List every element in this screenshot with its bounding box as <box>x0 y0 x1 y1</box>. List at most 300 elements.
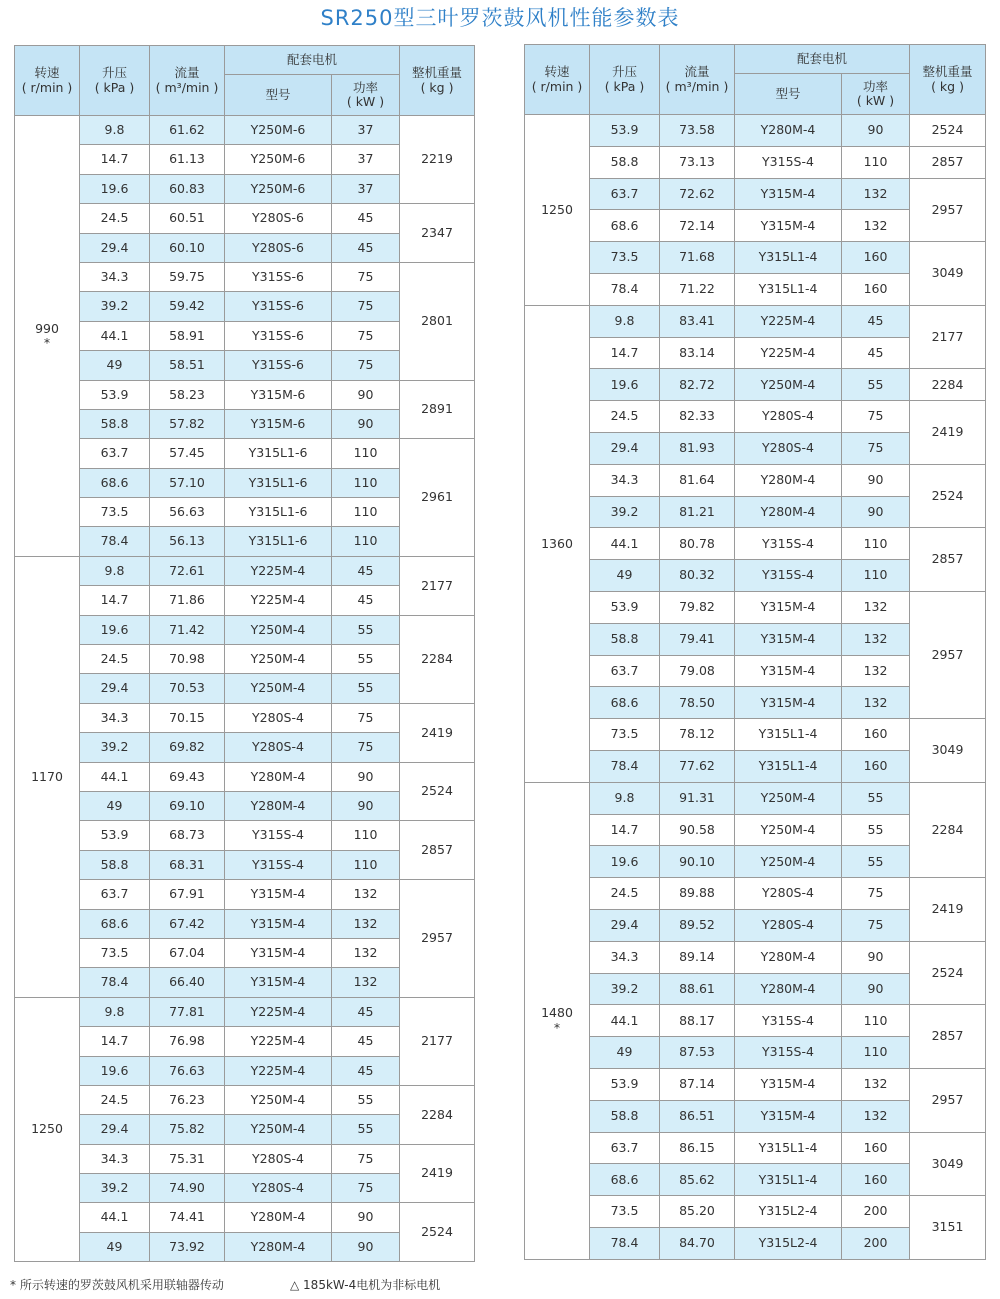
flow-cell: 60.10 <box>150 233 225 262</box>
flow-cell: 71.86 <box>150 586 225 615</box>
power-cell: 132 <box>842 178 910 210</box>
model-cell: Y315S-4 <box>735 560 842 592</box>
power-cell: 110 <box>332 527 400 556</box>
pressure-cell: 73.5 <box>80 938 150 967</box>
flow-cell: 61.62 <box>150 116 225 145</box>
model-cell: Y280M-4 <box>735 464 842 496</box>
flow-cell: 79.08 <box>660 655 735 687</box>
model-cell: Y315M-4 <box>225 968 332 997</box>
power-cell: 37 <box>332 145 400 174</box>
power-cell: 110 <box>332 498 400 527</box>
table-row <box>525 1196 986 1228</box>
power-cell: 132 <box>332 938 400 967</box>
pressure-cell: 24.5 <box>590 878 660 910</box>
model-cell: Y315S-4 <box>225 850 332 879</box>
model-cell: Y250M-6 <box>225 174 332 203</box>
power-cell: 132 <box>842 210 910 242</box>
pressure-cell: 78.4 <box>590 750 660 782</box>
power-cell: 55 <box>842 846 910 878</box>
power-cell: 45 <box>332 586 400 615</box>
table-row <box>525 464 986 496</box>
pressure-cell: 19.6 <box>590 846 660 878</box>
pressure-cell: 53.9 <box>590 1068 660 1100</box>
pressure-cell: 39.2 <box>590 496 660 528</box>
flow-cell: 77.81 <box>150 997 225 1026</box>
flow-cell: 89.52 <box>660 909 735 941</box>
weight-cell: 2857 <box>910 1005 986 1069</box>
flow-cell: 58.91 <box>150 321 225 350</box>
power-cell: 110 <box>332 850 400 879</box>
pressure-cell: 29.4 <box>590 432 660 464</box>
table-row <box>15 880 475 909</box>
pressure-cell: 24.5 <box>80 645 150 674</box>
model-cell: Y315L1-4 <box>735 242 842 274</box>
flow-cell: 81.64 <box>660 464 735 496</box>
flow-cell: 77.62 <box>660 750 735 782</box>
weight-cell: 2524 <box>910 115 986 147</box>
power-cell: 200 <box>842 1227 910 1259</box>
flow-cell: 76.98 <box>150 1027 225 1056</box>
weight-cell: 2419 <box>400 1144 475 1203</box>
model-cell: Y315L1-4 <box>735 1164 842 1196</box>
model-cell: Y315L2-4 <box>735 1227 842 1259</box>
weight-cell: 2857 <box>910 146 986 178</box>
flow-cell: 57.10 <box>150 468 225 497</box>
pressure-cell: 78.4 <box>80 527 150 556</box>
flow-cell: 69.43 <box>150 762 225 791</box>
model-cell: Y315S-4 <box>735 146 842 178</box>
speed-cell: 1170 <box>15 556 80 997</box>
weight-cell: 3049 <box>910 1132 986 1196</box>
model-cell: Y315M-4 <box>735 210 842 242</box>
power-cell: 90 <box>332 1232 400 1261</box>
model-cell: Y315S-6 <box>225 351 332 380</box>
model-cell: Y250M-4 <box>735 846 842 878</box>
flow-cell: 81.21 <box>660 496 735 528</box>
power-cell: 45 <box>332 204 400 233</box>
power-cell: 132 <box>332 880 400 909</box>
power-cell: 55 <box>842 369 910 401</box>
flow-cell: 68.73 <box>150 821 225 850</box>
model-cell: Y280S-4 <box>735 401 842 433</box>
weight-cell: 2957 <box>910 178 986 242</box>
flow-cell: 90.58 <box>660 814 735 846</box>
pressure-cell: 39.2 <box>80 292 150 321</box>
header-motor: 配套电机 <box>735 45 910 74</box>
flow-cell: 72.61 <box>150 556 225 585</box>
flow-cell: 57.82 <box>150 409 225 438</box>
pressure-cell: 49 <box>590 1037 660 1069</box>
power-cell: 75 <box>842 878 910 910</box>
flow-cell: 68.31 <box>150 850 225 879</box>
model-cell: Y315L1-6 <box>225 439 332 468</box>
pressure-cell: 9.8 <box>590 305 660 337</box>
model-cell: Y315S-4 <box>735 1005 842 1037</box>
weight-cell: 2957 <box>910 591 986 718</box>
table-row <box>15 204 475 233</box>
pressure-cell: 68.6 <box>590 1164 660 1196</box>
header-speed: 转速 ( r/min ) <box>15 46 80 116</box>
pressure-cell: 49 <box>80 1232 150 1261</box>
table-row <box>525 719 986 751</box>
flow-cell: 78.50 <box>660 687 735 719</box>
flow-cell: 80.78 <box>660 528 735 560</box>
flow-cell: 82.72 <box>660 369 735 401</box>
table-row <box>525 782 986 814</box>
flow-cell: 73.92 <box>150 1232 225 1261</box>
model-cell: Y250M-4 <box>225 615 332 644</box>
model-cell: Y225M-4 <box>225 1056 332 1085</box>
power-cell: 75 <box>332 321 400 350</box>
pressure-cell: 68.6 <box>590 687 660 719</box>
weight-cell: 2957 <box>910 1068 986 1132</box>
flow-cell: 67.42 <box>150 909 225 938</box>
header-weight: 整机重量 ( kg ) <box>400 46 475 116</box>
pressure-cell: 44.1 <box>80 1203 150 1232</box>
pressure-cell: 49 <box>590 560 660 592</box>
pressure-cell: 24.5 <box>80 1085 150 1114</box>
flow-cell: 87.53 <box>660 1037 735 1069</box>
power-cell: 75 <box>332 1144 400 1173</box>
weight-cell: 2857 <box>400 821 475 880</box>
power-cell: 110 <box>332 821 400 850</box>
power-cell: 160 <box>842 273 910 305</box>
pressure-cell: 63.7 <box>590 655 660 687</box>
flow-cell: 86.15 <box>660 1132 735 1164</box>
model-cell: Y280M-4 <box>735 115 842 147</box>
power-cell: 55 <box>332 645 400 674</box>
power-cell: 90 <box>332 762 400 791</box>
pressure-cell: 68.6 <box>590 210 660 242</box>
power-cell: 75 <box>332 733 400 762</box>
pressure-cell: 34.3 <box>590 464 660 496</box>
model-cell: Y280M-4 <box>225 791 332 820</box>
flow-cell: 89.14 <box>660 941 735 973</box>
header-speed: 转速 ( r/min ) <box>525 45 590 115</box>
table-row <box>15 762 475 791</box>
header-power: 功率 ( kW ) <box>332 75 400 116</box>
flow-cell: 85.62 <box>660 1164 735 1196</box>
pressure-cell: 34.3 <box>80 262 150 291</box>
header-power: 功率 ( kW ) <box>842 74 910 115</box>
header-flow: 流量 ( m³/min ) <box>150 46 225 116</box>
power-cell: 110 <box>332 468 400 497</box>
model-cell: Y280S-6 <box>225 233 332 262</box>
weight-cell: 2419 <box>910 401 986 465</box>
power-cell: 200 <box>842 1196 910 1228</box>
header-model: 型号 <box>735 74 842 115</box>
flow-cell: 59.75 <box>150 262 225 291</box>
model-cell: Y315M-4 <box>735 655 842 687</box>
pressure-cell: 14.7 <box>80 586 150 615</box>
flow-cell: 56.63 <box>150 498 225 527</box>
table-row <box>15 821 475 850</box>
power-cell: 75 <box>332 292 400 321</box>
model-cell: Y225M-4 <box>225 586 332 615</box>
flow-cell: 76.63 <box>150 1056 225 1085</box>
model-cell: Y250M-6 <box>225 116 332 145</box>
pressure-cell: 58.8 <box>590 623 660 655</box>
power-cell: 160 <box>842 242 910 274</box>
pressure-cell: 68.6 <box>80 909 150 938</box>
power-cell: 160 <box>842 1164 910 1196</box>
table-row <box>525 115 986 147</box>
table-row <box>525 528 986 560</box>
flow-cell: 69.10 <box>150 791 225 820</box>
power-cell: 132 <box>842 591 910 623</box>
flow-cell: 71.68 <box>660 242 735 274</box>
table-row <box>525 1068 986 1100</box>
flow-cell: 71.42 <box>150 615 225 644</box>
model-cell: Y315L2-4 <box>735 1196 842 1228</box>
table-row <box>15 556 475 585</box>
power-cell: 110 <box>842 1037 910 1069</box>
header-model: 型号 <box>225 75 332 116</box>
power-cell: 90 <box>332 1203 400 1232</box>
table-row <box>525 941 986 973</box>
pressure-cell: 9.8 <box>80 556 150 585</box>
flow-cell: 61.13 <box>150 145 225 174</box>
flow-cell: 58.51 <box>150 351 225 380</box>
model-cell: Y250M-4 <box>225 674 332 703</box>
model-cell: Y225M-4 <box>225 997 332 1026</box>
model-cell: Y315S-4 <box>735 1037 842 1069</box>
pressure-cell: 58.8 <box>590 146 660 178</box>
power-cell: 110 <box>332 439 400 468</box>
pressure-cell: 39.2 <box>80 1174 150 1203</box>
pressure-cell: 73.5 <box>80 498 150 527</box>
model-cell: Y315S-4 <box>735 528 842 560</box>
flow-cell: 81.93 <box>660 432 735 464</box>
table-row <box>525 1132 986 1164</box>
pressure-cell: 39.2 <box>80 733 150 762</box>
flow-cell: 76.23 <box>150 1085 225 1114</box>
flow-cell: 71.22 <box>660 273 735 305</box>
table-row <box>15 997 475 1026</box>
power-cell: 55 <box>332 615 400 644</box>
flow-cell: 72.62 <box>660 178 735 210</box>
flow-cell: 70.53 <box>150 674 225 703</box>
pressure-cell: 58.8 <box>80 850 150 879</box>
speed-cell: 990 * <box>15 116 80 557</box>
power-cell: 90 <box>842 464 910 496</box>
flow-cell: 88.61 <box>660 973 735 1005</box>
weight-cell: 2177 <box>400 556 475 615</box>
model-cell: Y280S-4 <box>225 733 332 762</box>
model-cell: Y315M-6 <box>225 380 332 409</box>
power-cell: 90 <box>842 941 910 973</box>
pressure-cell: 73.5 <box>590 242 660 274</box>
model-cell: Y315L1-4 <box>735 750 842 782</box>
model-cell: Y225M-4 <box>225 1027 332 1056</box>
flow-cell: 82.33 <box>660 401 735 433</box>
model-cell: Y280M-4 <box>735 941 842 973</box>
power-cell: 160 <box>842 750 910 782</box>
model-cell: Y315L1-6 <box>225 498 332 527</box>
flow-cell: 74.41 <box>150 1203 225 1232</box>
flow-cell: 73.13 <box>660 146 735 178</box>
performance-table-left <box>14 45 475 1262</box>
weight-cell: 2219 <box>400 116 475 204</box>
flow-cell: 78.12 <box>660 719 735 751</box>
flow-cell: 70.98 <box>150 645 225 674</box>
weight-cell: 2177 <box>400 997 475 1085</box>
power-cell: 55 <box>332 674 400 703</box>
performance-table-right <box>524 44 986 1260</box>
header-pressure: 升压 ( kPa ) <box>590 45 660 115</box>
pressure-cell: 19.6 <box>80 615 150 644</box>
pressure-cell: 9.8 <box>590 782 660 814</box>
flow-cell: 59.42 <box>150 292 225 321</box>
flow-cell: 88.17 <box>660 1005 735 1037</box>
table-row <box>15 1203 475 1232</box>
weight-cell: 2284 <box>400 615 475 703</box>
weight-cell: 2524 <box>910 941 986 1005</box>
power-cell: 110 <box>842 560 910 592</box>
model-cell: Y225M-4 <box>225 556 332 585</box>
model-cell: Y250M-4 <box>225 1085 332 1114</box>
model-cell: Y315L1-6 <box>225 527 332 556</box>
model-cell: Y280M-4 <box>735 496 842 528</box>
table-row <box>15 116 475 145</box>
table-row <box>525 1005 986 1037</box>
flow-cell: 80.32 <box>660 560 735 592</box>
model-cell: Y225M-4 <box>735 337 842 369</box>
model-cell: Y280S-4 <box>735 909 842 941</box>
model-cell: Y315M-4 <box>735 1100 842 1132</box>
weight-cell: 2419 <box>910 878 986 942</box>
pressure-cell: 34.3 <box>80 1144 150 1173</box>
flow-cell: 87.14 <box>660 1068 735 1100</box>
pressure-cell: 73.5 <box>590 1196 660 1228</box>
power-cell: 160 <box>842 1132 910 1164</box>
model-cell: Y250M-4 <box>735 814 842 846</box>
table-row <box>525 242 986 274</box>
weight-cell: 2957 <box>400 880 475 998</box>
pressure-cell: 44.1 <box>590 528 660 560</box>
speed-cell: 1480 * <box>525 782 590 1259</box>
power-cell: 132 <box>332 909 400 938</box>
power-cell: 75 <box>332 703 400 732</box>
pressure-cell: 73.5 <box>590 719 660 751</box>
flow-cell: 67.91 <box>150 880 225 909</box>
pressure-cell: 29.4 <box>590 909 660 941</box>
pressure-cell: 53.9 <box>590 115 660 147</box>
pressure-cell: 29.4 <box>80 1115 150 1144</box>
power-cell: 75 <box>842 401 910 433</box>
weight-cell: 2891 <box>400 380 475 439</box>
power-cell: 55 <box>332 1085 400 1114</box>
pressure-cell: 44.1 <box>80 762 150 791</box>
weight-cell: 3049 <box>910 242 986 306</box>
weight-cell: 2857 <box>910 528 986 592</box>
pressure-cell: 9.8 <box>80 997 150 1026</box>
pressure-cell: 58.8 <box>80 409 150 438</box>
model-cell: Y315M-4 <box>225 938 332 967</box>
power-cell: 90 <box>842 115 910 147</box>
model-cell: Y315S-4 <box>225 821 332 850</box>
weight-cell: 2347 <box>400 204 475 263</box>
model-cell: Y315M-4 <box>735 1068 842 1100</box>
speed-cell: 1250 <box>525 115 590 306</box>
power-cell: 132 <box>332 968 400 997</box>
header-weight: 整机重量 ( kg ) <box>910 45 986 115</box>
model-cell: Y280M-4 <box>225 1203 332 1232</box>
model-cell: Y280S-4 <box>225 703 332 732</box>
power-cell: 45 <box>332 997 400 1026</box>
flow-cell: 60.83 <box>150 174 225 203</box>
table-row <box>15 262 475 291</box>
pressure-cell: 53.9 <box>80 821 150 850</box>
power-cell: 132 <box>842 623 910 655</box>
flow-cell: 72.14 <box>660 210 735 242</box>
flow-cell: 79.41 <box>660 623 735 655</box>
flow-cell: 73.58 <box>660 115 735 147</box>
pressure-cell: 63.7 <box>590 1132 660 1164</box>
power-cell: 110 <box>842 528 910 560</box>
flow-cell: 91.31 <box>660 782 735 814</box>
power-cell: 132 <box>842 1068 910 1100</box>
pressure-cell: 19.6 <box>80 174 150 203</box>
pressure-cell: 29.4 <box>80 233 150 262</box>
pressure-cell: 68.6 <box>80 468 150 497</box>
model-cell: Y280S-4 <box>735 432 842 464</box>
model-cell: Y315L1-4 <box>735 1132 842 1164</box>
power-cell: 45 <box>842 337 910 369</box>
model-cell: Y250M-4 <box>735 782 842 814</box>
power-cell: 90 <box>332 380 400 409</box>
pressure-cell: 9.8 <box>80 116 150 145</box>
header-flow: 流量 ( m³/min ) <box>660 45 735 115</box>
table-row <box>15 1144 475 1173</box>
power-cell: 132 <box>842 655 910 687</box>
pressure-cell: 49 <box>80 791 150 820</box>
model-cell: Y280M-4 <box>225 762 332 791</box>
pressure-cell: 63.7 <box>80 439 150 468</box>
power-cell: 37 <box>332 174 400 203</box>
power-cell: 132 <box>842 687 910 719</box>
weight-cell: 2801 <box>400 262 475 380</box>
flow-cell: 75.31 <box>150 1144 225 1173</box>
power-cell: 45 <box>332 233 400 262</box>
table-row <box>525 178 986 210</box>
weight-cell: 2284 <box>910 782 986 877</box>
power-cell: 90 <box>332 791 400 820</box>
table-row <box>525 305 986 337</box>
pressure-cell: 19.6 <box>80 1056 150 1085</box>
flow-cell: 83.14 <box>660 337 735 369</box>
weight-cell: 2284 <box>910 369 986 401</box>
weight-cell: 2419 <box>400 703 475 762</box>
pressure-cell: 29.4 <box>80 674 150 703</box>
model-cell: Y315M-4 <box>735 687 842 719</box>
model-cell: Y225M-4 <box>735 305 842 337</box>
table-row <box>525 401 986 433</box>
model-cell: Y280S-4 <box>225 1144 332 1173</box>
power-cell: 55 <box>842 782 910 814</box>
flow-cell: 67.04 <box>150 938 225 967</box>
speed-cell: 1250 <box>15 997 80 1262</box>
table-row <box>15 615 475 644</box>
pressure-cell: 63.7 <box>80 880 150 909</box>
model-cell: Y315M-6 <box>225 409 332 438</box>
pressure-cell: 44.1 <box>590 1005 660 1037</box>
pressure-cell: 53.9 <box>590 591 660 623</box>
weight-cell: 3151 <box>910 1196 986 1260</box>
pressure-cell: 34.3 <box>80 703 150 732</box>
model-cell: Y315M-4 <box>735 591 842 623</box>
page-title: SR250型三叶罗茨鼓风机性能参数表 <box>320 6 680 30</box>
